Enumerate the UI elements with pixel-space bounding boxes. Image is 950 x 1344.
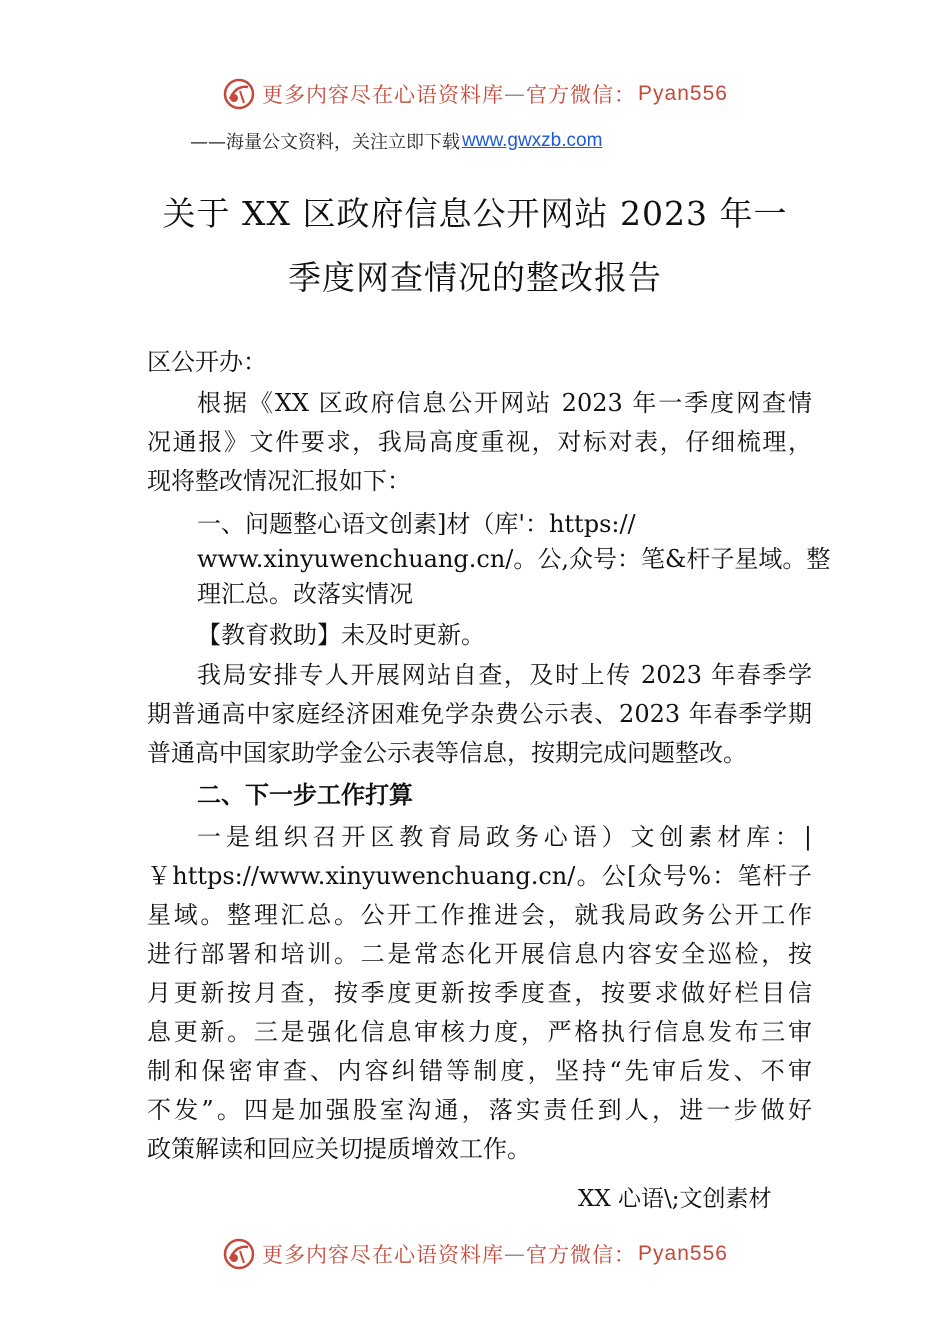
signature: XX 心语\;文创素材	[578, 1186, 772, 1212]
website-link[interactable]: www.gwxzb.com	[462, 130, 603, 151]
salutation-text: 区公开办：	[147, 348, 267, 376]
intro-paragraph	[147, 384, 812, 501]
plan-line: 月更新按月查，按季度更新按季度查，按要求做好栏目信	[147, 979, 812, 1007]
plan-line: 制和保密审查、内容纠错等制度，坚持“先审后发、不审	[147, 1057, 812, 1085]
fix-line: 我局安排专人开展网站自查，及时上传 2023 年春季学	[197, 661, 812, 689]
report-title-line-2: 季度网查情况的整改报告	[288, 258, 662, 297]
banner-contact-code: Pyan556	[638, 82, 728, 105]
section-1-line: 理汇总。改落实情况	[197, 580, 413, 608]
fix-paragraph	[147, 656, 812, 773]
plan-line: 星域。整理汇总。公开工作推进会，就我局政务公开工作	[147, 901, 812, 929]
plan-line: 不发”。四是加强股室沟通，落实责任到人，进一步做好	[147, 1096, 812, 1124]
report-title-line-1: 关于 XX 区政府信息公开网站 2023 年一	[162, 194, 788, 233]
section-1-line: www.xinyuwenchuang.cn/。公,众号：笔&杆子星域。整	[197, 545, 831, 573]
issue-text: 【教育救助】未及时更新。	[197, 621, 485, 649]
seal-logo-icon	[222, 77, 256, 111]
intro-line: 况通报》文件要求，我局高度重视，对标对表，仔细梳理，	[147, 428, 812, 456]
download-notice-text: ——海量公文资料，关注立即下载	[190, 132, 460, 153]
plan-paragraph	[147, 818, 812, 1169]
plan-line: 政策解读和回应关切提质增效工作。	[147, 1135, 531, 1163]
plan-line: ￥https://www.xinyuwenchuang.cn/。公[众号%：笔杆子	[147, 862, 812, 890]
footer-banner	[0, 1232, 950, 1276]
banner-title: 更多内容尽在心语资料库	[262, 1243, 505, 1267]
banner-separator: —	[504, 82, 527, 106]
banner-title: 更多内容尽在心语资料库	[262, 83, 505, 107]
seal-logo-icon	[222, 1237, 256, 1271]
intro-line: 根据《XX 区政府信息公开网站 2023 年一季度网查情	[197, 389, 812, 417]
banner-separator: —	[504, 1242, 527, 1266]
intro-line: 现将整改情况汇报如下：	[147, 467, 411, 495]
section-1-line: 一、问题整心语文创素]材（库'：https://	[197, 510, 636, 538]
plan-line: 息更新。三是强化信息审核力度，严格执行信息发布三审	[147, 1018, 812, 1046]
section-2-heading	[197, 776, 812, 815]
plan-line: 进行部署和培训。二是常态化开展信息内容安全巡检，按	[147, 940, 812, 968]
fix-line: 普通高中国家助学金公示表等信息，按期完成问题整改。	[147, 739, 747, 767]
banner-contact-code: Pyan556	[638, 1242, 728, 1265]
section-1-heading	[197, 507, 831, 612]
salutation	[147, 343, 812, 382]
section-2-heading-text: 二、下一步工作打算	[197, 781, 413, 809]
download-notice	[190, 127, 602, 155]
fix-line: 期普通高中家庭经济困难免学杂费公示表、2023 年春季学期	[147, 700, 812, 728]
header-banner	[0, 72, 950, 116]
banner-contact-label: 官方微信：	[526, 83, 637, 107]
plan-line: 一是组织召开区教育局政务心语）文创素材库：|	[197, 823, 812, 851]
issue-item	[197, 616, 812, 655]
banner-contact-label: 官方微信：	[526, 1243, 637, 1267]
